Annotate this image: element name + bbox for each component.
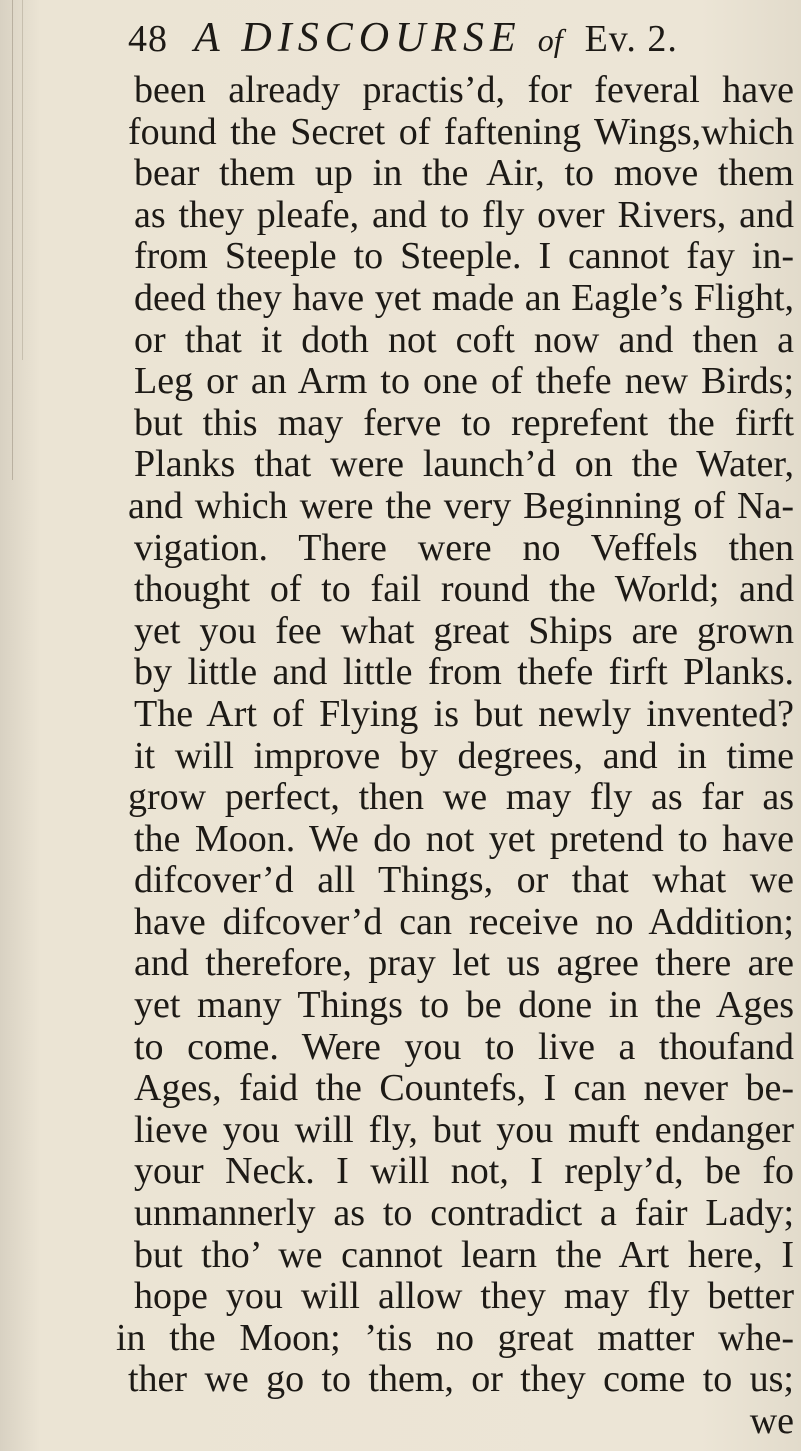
running-title-of: of xyxy=(537,22,563,58)
text-line: The Art of Flying is but newly invented? xyxy=(134,693,794,735)
gutter-edge xyxy=(12,0,13,480)
text-line: bear them up in the Air, to move them xyxy=(134,153,794,195)
running-title: A DISCOURSE xyxy=(194,15,522,61)
text-line: and therefore, pray let us agree there are xyxy=(134,943,794,985)
text-line: as they pleafe, and to fly over Rivers, and xyxy=(134,194,794,236)
text-line: to come. Were you to live a thoufand xyxy=(134,1026,794,1068)
text-line: but this may ferve to reprefent the firft xyxy=(134,402,794,444)
text-line: found the Secret of faftening Wings,which xyxy=(128,111,794,153)
text-line: yet many Things to be done in the Ages xyxy=(134,985,794,1027)
gutter-edge-inner xyxy=(22,0,23,360)
text-line: Planks that were launch’d on the Water, xyxy=(134,444,794,486)
text-line: been already practis’d, for feveral have xyxy=(134,70,794,111)
text-line: have difcover’d can receive no Addition; xyxy=(134,901,794,943)
text-line: from Steeple to Steeple. I cannot fay in- xyxy=(134,236,794,278)
body-text xyxy=(116,70,794,1443)
text-line: hope you will allow they may fly better xyxy=(134,1276,794,1318)
text-line: your Neck. I will not, I reply’d, be fo xyxy=(134,1151,794,1193)
text-line: yet you fee what great Ships are grown xyxy=(134,610,794,652)
text-line: ther we go to them, or they come to us; xyxy=(128,1359,794,1401)
text-line: unmannerly as to contradict a fair Lady; xyxy=(134,1193,794,1235)
text-line: deed they have yet made an Eagle’s Flight, xyxy=(134,277,794,319)
text-line: lieve you will fly, but you muft endanger xyxy=(134,1109,794,1151)
text-line: Ages, faid the Countefs, I can never be- xyxy=(134,1068,794,1110)
text-line: and which were the very Beginning of Na- xyxy=(128,485,794,527)
catchword: we xyxy=(749,1401,794,1442)
text-line: it will improve by degrees, and in time xyxy=(134,735,794,777)
text-line: vigation. There were no Veffels then xyxy=(134,527,794,569)
text-line: grow perfect, then we may fly as far as xyxy=(128,777,794,819)
text-line: the Moon. We do not yet pretend to have xyxy=(134,818,794,860)
text-line: or that it doth not coft now and then a xyxy=(134,319,794,361)
running-head xyxy=(128,14,788,68)
text-line: by little and little from thefe firft Planks. xyxy=(134,652,794,694)
text-line: difcover’d all Things, or that what we xyxy=(134,860,794,902)
text-line: thought of to fail round the World; and xyxy=(134,569,794,611)
running-reference: Ev. 2. xyxy=(584,18,678,60)
text-line: but tho’ we cannot learn the Art here, I xyxy=(134,1234,794,1276)
text-line: in the Moon; ’tis no great matter whe- xyxy=(116,1317,794,1359)
text-line: Leg or an Arm to one of thefe new Birds; xyxy=(134,361,794,403)
page-number: 48 xyxy=(128,18,168,60)
